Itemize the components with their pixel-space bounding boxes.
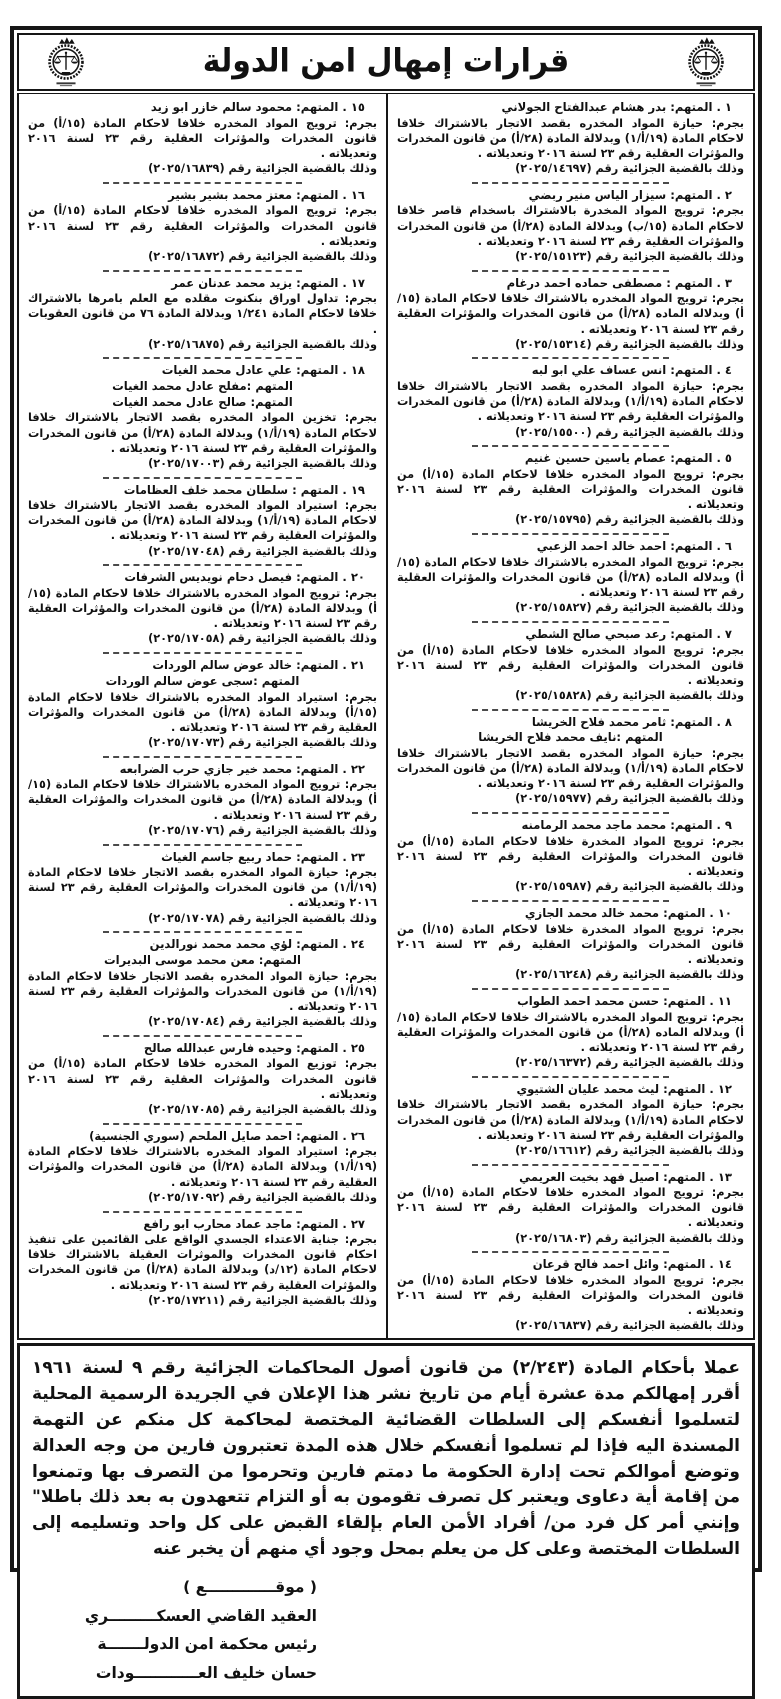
item-separator — [103, 931, 302, 933]
charge-text: بجرم: ترويج المواد المخدره خلافا لاحكام المادة (١٥/أ) من قانون المخدرات والمؤثرات العقلية رقم ٢٣ لسنة ٢٠١٦ وتعديلاته . — [28, 116, 377, 160]
charge-text: بجرم: جناية الاعتداء الجسدي الواقع على القائمين على تنفيذ احكام قانون المخدرات والموثرات العقيلة بالاشتراك خلافا لاحكام المادة (١٢/د) وبدلالة المادة (٢٨/أ) من قانون المخدرات والمؤثرات العقلية رقم ٢٣ لسنة ٢٠١٦ وتعديلاته . — [28, 1233, 377, 1292]
case-number: وذلك بالقضية الجزائية رقم (٢٠٢٥/١٦٨٣٩) — [148, 162, 377, 176]
case-item — [28, 1217, 377, 1309]
charge-text: بجرم: ترويج المواد المخدرة بالاشتراك باسخدام قاصر خلافا لاحكام المادة (١٥/ب) وبدلالة المادة (٢٨/أ) من قانون المخدرات والمؤثرات العقلية رقم ٢٣ لسنة ٢٠١٦ وتعديلاته . — [397, 204, 744, 248]
case-item — [28, 276, 377, 353]
charge-text: بجرم: حيازة المواد المخدره بقصد الاتجار بالاشتراك خلافا لاحكام المادة (١٩/أ/١) وبدلالة المادة (٢٨/أ) من قانون المخدرات والمؤثرات العقلية رقم ٢٣ لسنة ٢٠١٦ وتعديلاته . — [397, 116, 744, 160]
case-item — [397, 1170, 744, 1247]
case-item — [397, 627, 744, 704]
item-separator — [472, 1251, 670, 1253]
case-number: وذلك بالقضية الجزائية رقم (٢٠٢٥/١٧٠٥٨) — [148, 632, 377, 646]
signature-line: العقيد القاضي العسكـــــــــري — [84, 1606, 317, 1625]
case-number: وذلك بالقضية الجزائية رقم (٢٠٢٥/١٥٧٩٥) — [515, 513, 744, 527]
case-item — [28, 850, 377, 927]
item-separator — [472, 533, 670, 535]
defendant-name: ٣ . المتهم : مصطفى حماده احمد درغام — [506, 275, 732, 290]
signature-block — [62, 1573, 317, 1688]
item-separator — [472, 621, 670, 623]
case-number: وذلك بالقضية الجزائية رقم (٢٠٢٥/١٦٢٤٨) — [515, 968, 744, 982]
case-item — [397, 539, 744, 616]
defendant-name: ٨ . المتهم: ثامر محمد فلاح الخريشا — [531, 714, 732, 729]
signature-line: ( موقـــــــــــــع ) — [183, 1577, 317, 1596]
defendant-name: ١٣ . المتهم: اصيل فهد بخيت العريمي — [519, 1169, 732, 1184]
case-item — [28, 363, 377, 471]
item-separator — [103, 1211, 302, 1213]
charge-text: بجرم: استيراد المواد المخدره بالاشتراك خلافا لاحكام المادة (١٥/أ) وبدلالة المادة (٢٨/أ) من قانون المخدرات والمؤثرات العقلية رقم ٢٣ لسنة ٢٠١٦ وتعديلاته . — [28, 690, 377, 734]
defendant-name: ١٥ . المتهم: محمود سالم خازر ابو زيد — [150, 100, 365, 114]
case-number: وذلك بالقضية الجزائية رقم (٢٠٢٥/١٦٦١٢) — [515, 1143, 744, 1157]
case-item — [28, 483, 377, 560]
charge-text: بجرم: حيازة المواد المخدره بقصد الاتجار بالاشتراك خلافا لاحكام المادة (١٩/أ/١) وبدلالة المادة (٢٨/أ) من قانون المخدرات والمؤثرات العقلية رقم ٢٣ لسنة ٢٠١٦ وتعديلاته . — [397, 1098, 744, 1142]
charge-text: بجرم: تداول اوراق بنكنوت مقلده مع العلم بامرها بالاشتراك خلافا لاحكام المادة ١/٢٤١ وبدلالة المادة ٧٦ من قانون العقوبات . — [28, 292, 377, 336]
case-number: وذلك بالقضية الجزائية رقم (٢٠٢٥/١٦٨٠٣) — [515, 1231, 744, 1245]
charge-text: بجرم: ترويج المواد المخدره خلافا لاحكام المادة (١٥/أ) من قانون المخدرات والمؤثرات العقلية رقم ٢٣ لسنة ٢٠١٦ وتعديلاته . — [397, 643, 744, 687]
signature-line: حسان خليف العــــــــــــودات — [95, 1663, 317, 1682]
signature-line: رئيس محكمة امن الدولـــــــة — [97, 1635, 317, 1654]
case-item — [397, 818, 744, 895]
case-number: وذلك بالقضية الجزائية رقم (٢٠٢٥/١٧٠٤٨) — [148, 544, 377, 558]
charge-text: بجرم: تخزين المواد المخدره بقصد الاتجار بالاشتراك خلافا لاحكام المادة (١٩/أ/١) وبدلالة المادة (٢٨/أ) من قانون المخدرات والمؤثرات العقلية رقم ٢٣ لسنة ٢٠١٦ وتعديلاته . — [28, 411, 377, 455]
defendant-name: المتهم: صالح عادل محمد الغيات — [112, 394, 293, 409]
defendant-name: المتهم: معن محمد موسى البديرات — [103, 953, 302, 968]
document-frame — [10, 26, 762, 1682]
defendant-name: المتهم :مفلح عادل محمد الغيات — [112, 379, 293, 394]
case-item — [397, 100, 744, 177]
cases-columns — [17, 93, 755, 1340]
case-item — [397, 188, 744, 265]
case-number: وذلك بالقضية الجزائية رقم (٢٠٢٥/١٧٠٧٦) — [148, 823, 377, 837]
defendant-name: ١٠ . المتهم: محمد خالد محمد الجازي — [524, 906, 732, 921]
case-number: وذلك بالقضية الجزائية رقم (٢٠٢٥/١٦٨٧٢) — [148, 249, 377, 263]
masthead — [17, 33, 755, 91]
case-number: وذلك بالقضية الجزائية رقم (٢٠٢٥/١٥١٢٣) — [515, 249, 744, 263]
charge-text: بجرم: ترويج المواد المخدره خلافا لاحكام المادة (١٥/أ) من قانون المخدرات والمؤثرات العقلية رقم ٢٣ لسنة ٢٠١٦ وتعديلاته . — [397, 1274, 744, 1318]
defendant-name: ٦ . المتهم: احمد خالد احمد الزعبي — [536, 539, 732, 554]
item-separator — [472, 357, 670, 359]
case-number: وذلك بالقضية الجزائية رقم (٢٠٢٥/١٧٠٨٤) — [148, 1015, 377, 1029]
case-number: وذلك بالقضية الجزائية رقم (٢٠٢٥/١٥٥٠٠) — [515, 425, 744, 439]
legal-notice-paragraph: عملا بأحكام المادة (٢/٢٤٣) من قانون أصول المحاكمات الجزائية رقم ٩ لسنة ١٩٦١ أقرر إمهالكم مدة عشرة أيام من تاريخ نشر هذا الإعلان في الجريدة الرسمية المحلية لتسلموا أنفسكم إلى السلطات القضائية المختصة لمحاكمة كل منكم عن التهمة المسندة اليه فإذا لم تسلموا أنفسكم خلال هذه المدة تعتبرون فارين من وجه العدالة وتوضع أموالكم تحت إدارة الحكومة ما دمتم فارين وتحرموا من التصرف بها وتمنعوا من إقامة أية دعاوى ويعتبر كل تصرف تقومون به أو التزام تتعهدون به بعد ذلك باطلا" وإنني أمر كل فرد من/ أفراد الأمن العام بإلقاء القبض على كل واحد وتسليمه إلى السلطات المختصة وعلى كل من يعلم بمحل وجود أي منهم أن يخبر عنه — [32, 1358, 740, 1560]
defendant-name: ٢٥ . المتهم: وحيده فارس عبدالله صالح — [143, 1040, 365, 1055]
case-item — [397, 363, 744, 440]
charge-text: بجرم: حيازة المواد المخدره بقصد الاتجار خلافا لاحكام المادة (١٩/أ/١) من قانون المخدرات والمؤثرات العقلية رقم ٢٣ لسنة ٢٠١٦ وتعديلاته . — [28, 866, 377, 910]
defendant-name: ١٤ . المتهم: وائل احمد فالح قرعان — [532, 1257, 732, 1272]
defendant-name: ٢٣ . المتهم: حماد ربيع جاسم الغياث — [161, 849, 365, 864]
defendant-name: المتهم :سجى عوض سالم الوردات — [105, 673, 300, 688]
defendant-name: ٢٢ . المتهم: محمد خير جازي حرب الضرابعه — [119, 761, 365, 776]
item-separator — [103, 182, 302, 184]
charge-text: بجرم: ترويج المواد المخدره بالاشتراك خلافا لاحكام المادة (١٥/أ) وبدلالة المادة (٢٨/أ) من قانون المخدرات والمؤثرات العقلية رقم ٢٣ لسنة ٢٠١٦ وتعديلاته . — [28, 587, 378, 631]
case-item — [397, 276, 744, 353]
charge-text: بجرم: ترويج المواد المخدره بالاشتراك خلافا لاحكام المادة (١٥/أ) وبدلاله الماده (٢٨/أ) من قانون المخدرات والمؤثرات العقلية رقم ٢٣ لسنة ٢٠١٦ وتعديلاته . — [397, 555, 745, 600]
case-number: وذلك بالقضية الجزائية رقم (٢٠٢٥/١٥٩٧٧) — [515, 792, 744, 806]
charge-text: بجرم: ترويج المواد المخدرة خلافا لاحكام المادة (١٥/أ) من قانون المخدرات والمؤثرات العقلية رقم ٢٣ لسنة ٢٠١٦ وتعديلاته . — [397, 834, 744, 879]
case-number: وذلك بالقضية الجزائية رقم (٢٠٢٥/١٧٠٨٥) — [148, 1102, 377, 1116]
item-separator — [472, 1164, 670, 1166]
case-number: وذلك بالقضية الجزائية رقم (٢٠٢٥/١٧٠٧٣) — [148, 735, 377, 749]
charge-text: بجرم: ترويج المواد المخدره خلافا لاحكام المادة (١٥/أ) من قانون المخدرات والمؤثرات العقلية رقم ٢٣ لسنة ٢٠١٦ وتعديلاته . — [397, 467, 744, 512]
charge-text: بجرم: حيازة المواد المخدره بقصد الاتجار بالاشتراك خلافا لاحكام المادة (١٩/أ/١) وبدلالة المادة (٢٨/أ) من قانون المخدرات والمؤثرات العقلية رقم ٢٣ لسنة ٢٠١٦ وتعديلاته . — [397, 380, 744, 424]
case-item — [28, 188, 377, 265]
court-seal-icon — [683, 36, 729, 88]
column-right — [386, 94, 753, 1338]
item-separator — [103, 1035, 302, 1037]
charge-text: بجرم: ترويج المواد المخدره بالاشتراك خلافا لاحكام المادة (١٥/أ) وبدلالة المادة (٢٨/أ) من قانون المخدرات والمؤثرات العقلية رقم ٢٣ لسنة ٢٠١٦ وتعديلاته . — [28, 778, 378, 822]
item-separator — [472, 270, 670, 272]
case-number: وذلك بالقضية الجزائية رقم (٢٠٢٥/١٦٨٣٧) — [515, 1319, 744, 1333]
case-number: وذلك بالقضية الجزائية رقم (٢٠٢٥/١٥٨٢٧) — [515, 601, 744, 615]
item-separator — [472, 182, 670, 184]
case-number: وذلك بالقضية الجزائية رقم (٢٠٢٥/١٥٣١٤) — [515, 337, 744, 351]
defendant-name: ٧ . المتهم: رعد صبحي صالح الشطي — [525, 626, 732, 641]
case-number: وذلك بالقضية الجزائية رقم (٢٠٢٥/١٤٦٩٧) — [515, 162, 744, 176]
defendant-name: المتهم :نايف محمد فلاح الخريشا — [478, 730, 663, 745]
defendant-name: ١٩ . المتهم : سلطان محمد خلف العظامات — [123, 482, 365, 497]
case-number: وذلك بالقضية الجزائية رقم (٢٠٢٥/١٦٨٧٥) — [148, 337, 377, 351]
item-separator — [472, 1076, 670, 1078]
item-separator — [103, 357, 302, 359]
case-item — [397, 715, 744, 807]
defendant-name: ١ . المتهم: بدر هشام عبدالفتاح الجولاني — [501, 100, 732, 114]
case-number: وذلك بالقضية الجزائية رقم (٢٠٢٥/١٥٨٢٨) — [515, 688, 744, 702]
item-separator — [472, 445, 670, 447]
case-item — [28, 658, 377, 750]
defendant-name: ٢٦ . المتهم: احمد صايل الملحم (سوري الجنسية) — [89, 1128, 365, 1143]
defendant-name: ١٦ . المتهم: معتز محمد بشير بشير — [168, 187, 365, 202]
case-item — [28, 100, 377, 177]
defendant-name: ٢٤ . المتهم: لؤي محمد محمد نورالدين — [149, 937, 365, 952]
item-separator — [103, 270, 302, 272]
case-number: وذلك بالقضية الجزائية رقم (٢٠٢٥/١٧٠٧٨) — [148, 911, 377, 925]
court-seal-icon — [43, 36, 89, 88]
case-item — [397, 451, 744, 528]
defendant-name: ٩ . المتهم: محمد ماجد محمد الرمامنه — [521, 818, 732, 833]
defendant-name: ١١ . المتهم: حسن محمد احمد الطواب — [517, 993, 732, 1008]
case-number: وذلك بالقضية الجزائية رقم (٢٠٢٥/١٧٠٩٢) — [148, 1190, 377, 1204]
item-separator — [472, 900, 670, 902]
charge-text: بجرم: ترويج المواد المخدره خلافا لاحكام المادة (١٥/أ) من قانون المخدرات والمؤثرات العقلية رقم ٢٣ لسنة ٢٠١٦ وتعديلاته . — [28, 204, 377, 248]
case-number: وذلك بالقضية الجزائية رقم (٢٠٢٥/١٧٠٠٣) — [148, 456, 377, 470]
charge-text: بجرم: استيراد المواد المخدره بالاشتراك خلافا لاحكام المادة (١٩/أ/١) وبدلالة المادة (٢٨/أ) من قانون المخدرات والمؤثرات العقلية رقم ٢٣ لسنة ٢٠١٦ وتعديلاته . — [28, 1145, 377, 1189]
item-separator — [103, 477, 302, 479]
case-item — [28, 1129, 377, 1206]
case-item — [397, 906, 744, 983]
case-item — [397, 1257, 744, 1334]
case-number: وذلك بالقضية الجزائية رقم (٢٠٢٥/١٦٣٧٢) — [515, 1055, 744, 1069]
item-separator — [472, 709, 670, 711]
defendant-name: ٢ . المتهم: سيزار الياس منير ربضي — [528, 187, 732, 202]
case-number: وذلك بالقضية الجزائية رقم (٢٠٢٥/١٥٩٨٧) — [515, 880, 744, 894]
charge-text: بجرم: توزيع المواد المخدره خلافا لاحكام المادة (١٥/أ) من قانون المخدرات والمؤثرات العقلية رقم ٢٣ لسنة ٢٠١٦ وتعديلاته . — [28, 1057, 377, 1101]
charge-text: بجرم: ترويج المواد المخدره بالاشتراك خلافا لاحكام المادة (١٥/أ) وبدلاله الماده (٢٨/أ) من قانون المخدرات والمؤثرات العقلية رقم ٢٣ لسنة ٢٠١٦ وتعديلاته . — [397, 1010, 745, 1054]
charge-text: بجرم: ترويج المواد المخدرة خلافا لاحكام المادة (١٥/أ) من قانون المخدرات والمؤثرات العقلية رقم ٢٣ لسنة ٢٠١٦ وتعديلاته . — [397, 922, 744, 966]
case-item — [397, 1082, 744, 1159]
case-number: وذلك بالقضية الجزائية رقم (٢٠٢٥/١٧٢١١) — [148, 1293, 377, 1307]
defendant-name: ٤ . المتهم: انس عساف علي ابو لبه — [531, 363, 732, 378]
charge-text: بجرم: حيازة المواد المخدره بقصد الاتجار خلافا لاحكام المادة (١٩/أ/١) من قانون المخدرات والمؤثرات العقلية رقم ٢٣ لسنة ٢٠١٦ وتعديلاته . — [28, 969, 377, 1013]
defendant-name: ٢١ . المتهم: خالد عوض سالم الوردات — [152, 658, 365, 673]
case-item — [28, 762, 377, 839]
defendant-name: ٥ . المتهم: عصام ياسين حسين غنيم — [524, 451, 732, 466]
item-separator — [103, 844, 302, 846]
item-separator — [472, 812, 670, 814]
charge-text: بجرم: حيازة المواد المخدره بقصد الاتجار بالاشتراك خلافا لاحكام المادة (١٩/أ/١) وبدلالة المادة (٢٨/أ) من قانون المخدرات والمؤثرات العقلية رقم ٢٣ لسنة ٢٠١٦ وتعديلاته . — [397, 747, 744, 791]
defendant-name: ١٨ . المتهم: علي عادل محمد الغيات — [161, 363, 365, 378]
item-separator — [103, 756, 302, 758]
item-separator — [103, 652, 302, 654]
defendant-name: ١٢ . المتهم: ليث محمد عليان الشتيوي — [516, 1081, 732, 1096]
defendant-name: ٢٧ . المتهم: ماجد عماد محارب ابو رافع — [143, 1216, 365, 1231]
item-separator — [103, 564, 302, 566]
item-separator — [472, 988, 670, 990]
charge-text: بجرم: ترويج المواد المخدره بالاشتراك خلافا لاحكام المادة (١٥/أ) وبدلاله الماده (٢٨/أ) من قانون المخدرات والمؤثرات العقلية رقم ٢٣ لسنة ٢٠١٦ وتعديلاته . — [397, 292, 745, 336]
legal-notice-box — [17, 1343, 755, 1698]
charge-text: بجرم: ترويج المواد المخدره خلافا لاحكام المادة (١٥/أ) من قانون المخدرات والمؤثرات العقلية رقم ٢٣ لسنة ٢٠١٦ وتعديلاته . — [397, 1186, 744, 1230]
page-title: قرارات إمهال امن الدولة — [202, 42, 570, 81]
defendant-name: ١٧ . المتهم: يزيد محمد عدنان عمر — [171, 275, 365, 290]
item-separator — [103, 1123, 302, 1125]
case-item — [28, 1041, 377, 1118]
column-left — [19, 94, 386, 1338]
charge-text: بجرم: استيراد المواد المخدره بقصد الاتجار بالاشتراك خلافا لاحكام المادة (١٩/أ/١) وبدلالة المادة (٢٨/أ) من قانون المخدرات والمؤثرات العقلية رقم ٢٣ لسنة ٢٠١٦ وتعديلاته . — [28, 499, 377, 543]
case-item — [28, 570, 377, 647]
case-item — [28, 937, 377, 1029]
case-item — [397, 994, 744, 1071]
defendant-name: ٢٠ . المتهم: فيصل دحام نويديس الشرفات — [124, 570, 365, 585]
